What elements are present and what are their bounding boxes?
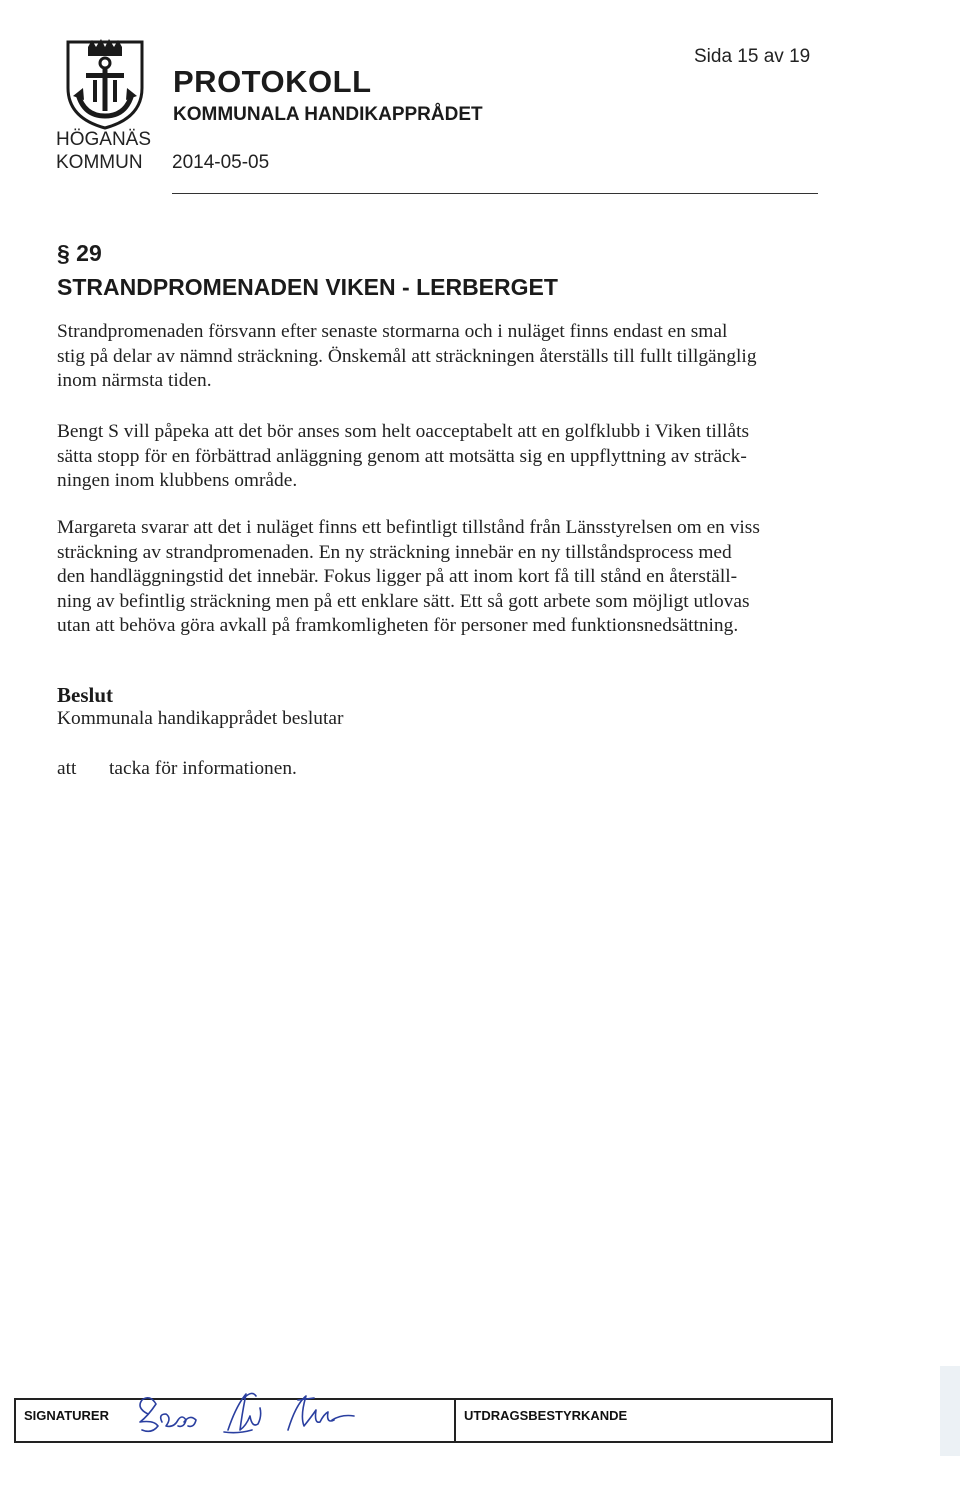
text-line: utan att behöva göra avkall på framkomligheten för personer med funktionsnedsättning. bbox=[57, 615, 739, 636]
signature-box-divider bbox=[454, 1400, 456, 1441]
section-heading: STRANDPROMENADEN VIKEN - LERBERGET bbox=[57, 274, 558, 300]
municipality-name bbox=[56, 128, 151, 174]
decision-title: Beslut bbox=[57, 683, 114, 707]
extract-label: UTDRAGSBESTYRKANDE bbox=[464, 1408, 628, 1423]
municipality-line-1: HÖGANÄS bbox=[56, 129, 152, 150]
document-subtitle: KOMMUNALA HANDIKAPPRÅDET bbox=[173, 104, 483, 125]
text-line: Margareta svarar att det i nuläget finns ett befintligt tillstånd från Länsstyrelsen om en viss bbox=[57, 517, 760, 538]
decision-subtitle: Kommunala handikapprådet beslutar bbox=[57, 708, 344, 729]
decision-text: tacka för informationen. bbox=[109, 758, 297, 779]
text-line: den handläggningstid det innebär. Fokus ligger på att inom kort få till stånd en återställ- bbox=[57, 566, 738, 587]
header-divider bbox=[172, 193, 818, 194]
document-date: 2014-05-05 bbox=[172, 152, 270, 173]
decision-item bbox=[57, 758, 297, 780]
paragraph-1 bbox=[57, 320, 817, 394]
text-line: Bengt S vill påpeka att det bör anses som helt oacceptabelt att en golfklubb i Viken tillåts bbox=[57, 421, 750, 442]
document-title: PROTOKOLL bbox=[173, 64, 372, 99]
anchor-crown-coat-of-arms-icon bbox=[64, 36, 146, 130]
signatures-label: SIGNATURER bbox=[24, 1408, 109, 1423]
text-line: stig på delar av nämnd sträckning. Önskemål att sträckningen återställs till fullt tillgänglig bbox=[57, 345, 757, 367]
text-line: sätta stopp för en förbättrad anläggning genom att motsätta sig en uppflyttning av sträck- bbox=[57, 445, 747, 467]
paragraph-3 bbox=[57, 516, 817, 639]
page-number: Sida 15 av 19 bbox=[694, 46, 811, 67]
decision-att: att bbox=[57, 758, 77, 779]
text-line: Strandpromenaden försvann efter senaste stormarna och i nuläget finns endast en smal bbox=[57, 321, 728, 342]
municipality-line-2: KOMMUN bbox=[56, 152, 143, 173]
paragraph-number: § 29 bbox=[57, 240, 102, 266]
text-line: sträckning av strandpromenaden. En ny sträckning innebär en ny tillståndsprocess med bbox=[57, 541, 732, 563]
scan-edge-mark bbox=[940, 1366, 960, 1456]
text-line: ningen inom klubbens område. bbox=[57, 470, 298, 491]
paragraph-2 bbox=[57, 420, 817, 494]
signature-box bbox=[14, 1398, 833, 1443]
text-line: inom närmsta tiden. bbox=[57, 370, 212, 391]
handwritten-signatures bbox=[128, 1386, 378, 1442]
text-line: ning av befintlig sträckning men på ett enklare sätt. Ett så gott arbete som möjligt utlovas bbox=[57, 590, 750, 612]
